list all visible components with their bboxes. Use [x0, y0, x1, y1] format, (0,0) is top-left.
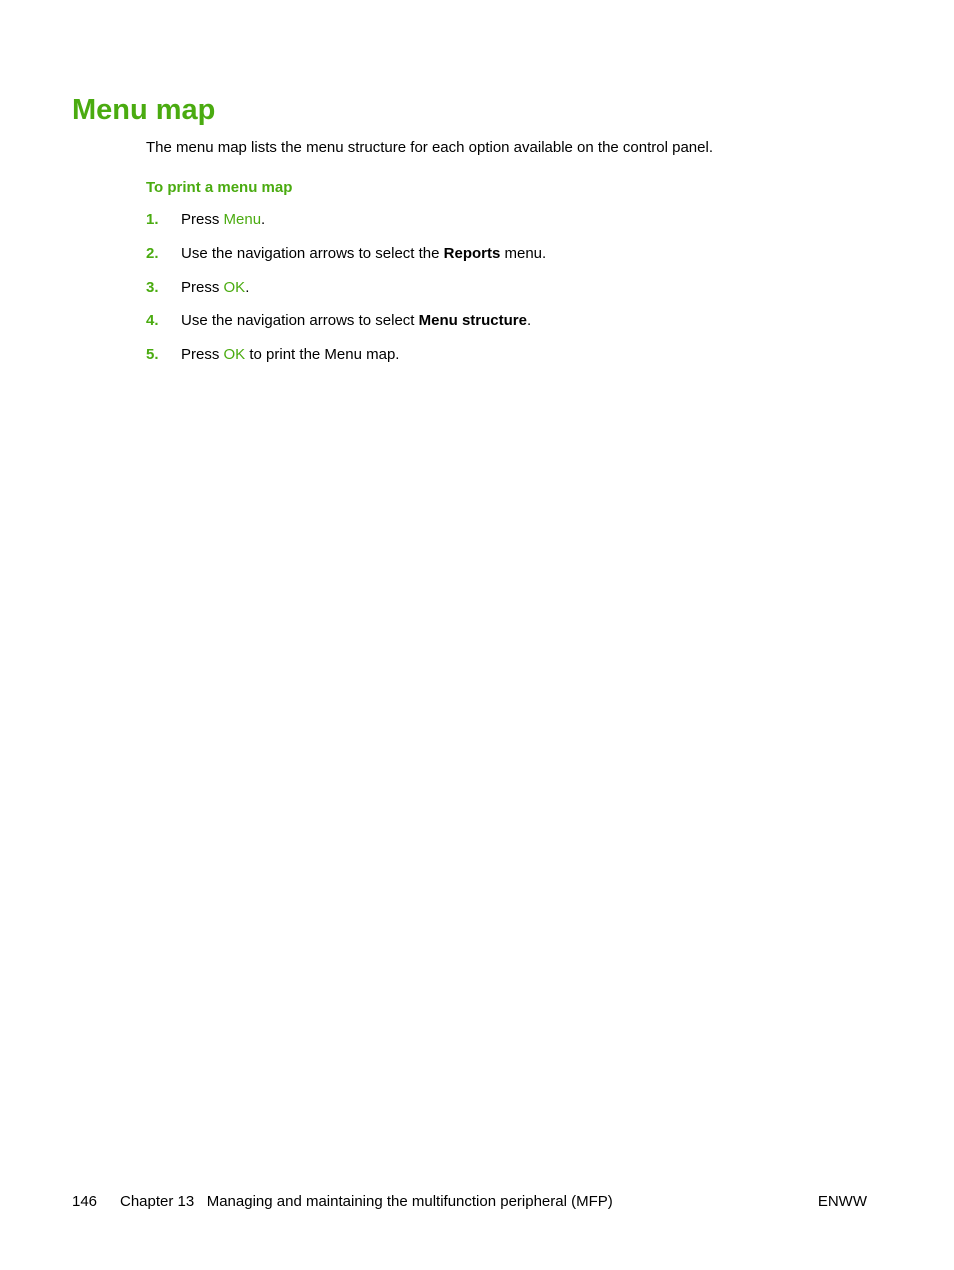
step-text-part: Press — [181, 346, 224, 363]
step-text-part: Press — [181, 278, 224, 296]
step-number: 4. — [146, 312, 159, 330]
control-panel-keyword: Menu — [223, 211, 262, 228]
menu-name: Reports — [443, 244, 501, 262]
step-text-part: Press — [181, 211, 224, 228]
step-text — [181, 244, 546, 264]
step-number: 1. — [146, 211, 159, 228]
step-number: 2. — [146, 244, 159, 262]
control-panel-keyword: OK — [223, 346, 246, 363]
control-panel-keyword: OK — [223, 278, 246, 296]
procedure-heading: To print a menu map — [146, 179, 293, 196]
intro-paragraph: The menu map lists the menu structure for each option available on the control panel. — [146, 139, 713, 156]
step-text — [181, 278, 249, 298]
page-number: 146 — [72, 1193, 98, 1210]
step-number: 5. — [146, 346, 159, 363]
menu-name: Menu structure — [418, 312, 527, 330]
page-footer — [72, 1192, 867, 1212]
step-text-part: . — [261, 211, 266, 228]
step-text-part: . — [526, 312, 532, 330]
step-text — [181, 345, 399, 365]
page-title: Menu map — [72, 94, 216, 126]
step-number: 3. — [146, 278, 159, 296]
document-code: ENWW — [817, 1193, 867, 1210]
step-text-part: menu. — [500, 244, 547, 262]
step-text-part: . — [245, 278, 250, 296]
chapter-title: Chapter 13 Managing and maintaining the multifunction peripheral (MFP) — [120, 1193, 613, 1210]
step-text-part: Use the navigation arrows to select the — [181, 244, 444, 262]
step-text — [181, 311, 531, 331]
step-text-part: Use the navigation arrows to select — [181, 312, 419, 330]
step-text — [181, 210, 265, 230]
step-text-part: to print the Menu map. — [245, 346, 400, 363]
